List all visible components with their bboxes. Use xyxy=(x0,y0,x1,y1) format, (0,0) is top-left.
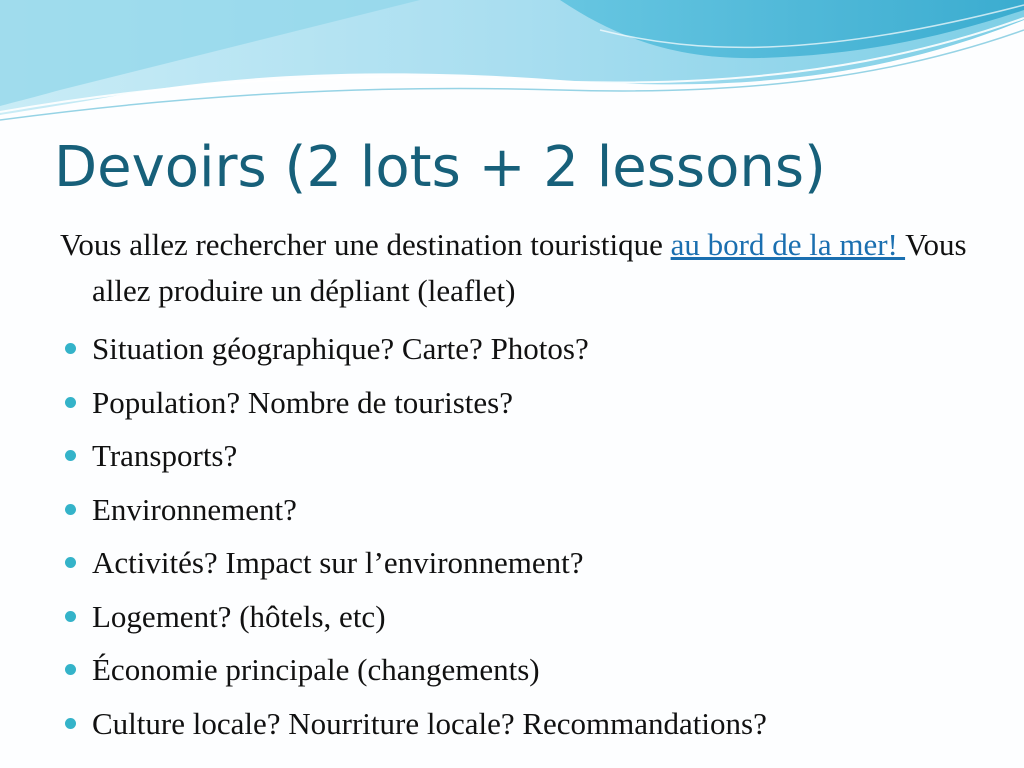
topic-list xyxy=(60,322,990,750)
list-item xyxy=(60,536,990,590)
list-item xyxy=(60,483,990,537)
intro-text-before: Vous allez rechercher une destination touristique xyxy=(60,227,671,262)
bullet-icon xyxy=(65,611,76,622)
list-item xyxy=(60,643,990,697)
bullet-icon xyxy=(65,450,76,461)
list-item-text: Situation géographique? Carte? Photos? xyxy=(92,331,589,366)
list-item-text: Activités? Impact sur l’environnement? xyxy=(92,545,584,580)
list-item-text: Environnement? xyxy=(92,491,297,527)
slide-title: Devoirs (2 lots + 2 lessons) xyxy=(54,135,826,200)
bullet-icon xyxy=(65,397,76,408)
list-item-text: Transports? xyxy=(92,438,238,473)
intro-paragraph xyxy=(60,222,990,314)
list-item xyxy=(60,429,990,483)
list-item xyxy=(60,697,990,751)
bullet-icon xyxy=(65,664,76,675)
intro-text-after: Vous allez produire un dépliant (leaflet) xyxy=(92,227,967,308)
list-item-text: Population? Nombre de touristes? xyxy=(92,384,513,420)
list-item-text: Économie principale (changements) xyxy=(92,652,540,687)
bullet-icon xyxy=(65,718,76,729)
bullet-icon xyxy=(65,557,76,568)
list-item-text: Logement? (hôtels, etc) xyxy=(92,598,386,634)
slide-body xyxy=(60,222,990,750)
list-item xyxy=(60,376,990,430)
list-item-text: Culture locale? Nourriture locale? Recommandations? xyxy=(92,705,767,741)
seaside-link[interactable]: au bord de la mer! xyxy=(670,227,906,262)
list-item xyxy=(60,590,990,644)
decorative-wave-header xyxy=(0,0,1024,130)
bullet-icon xyxy=(65,504,76,515)
list-item xyxy=(60,322,990,376)
bullet-icon xyxy=(65,343,76,354)
